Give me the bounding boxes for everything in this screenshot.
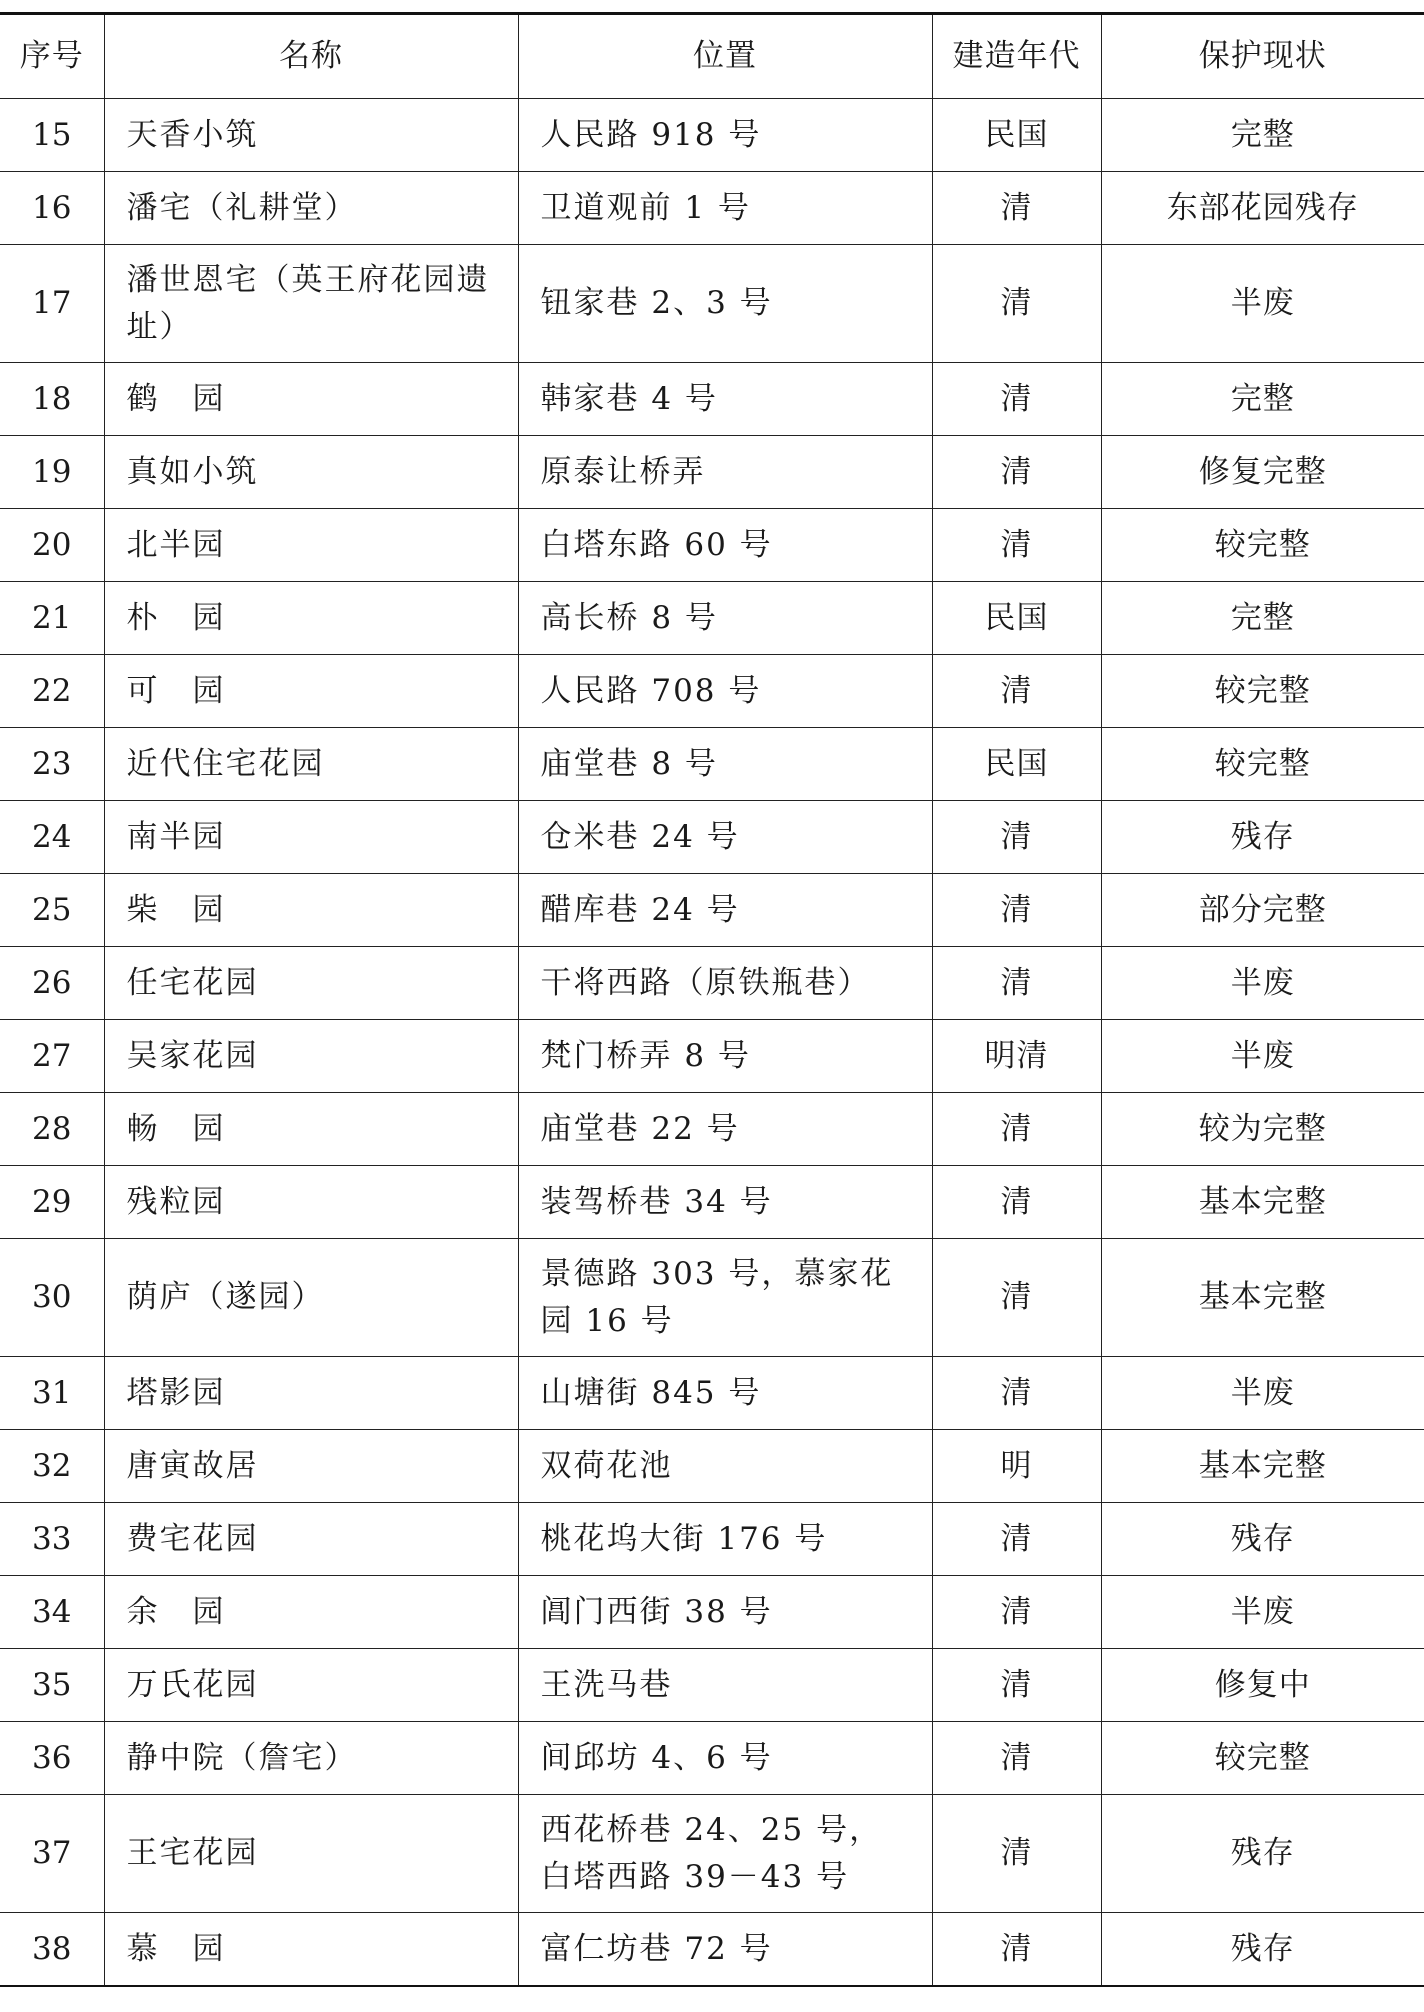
cell-era: 清 [932,1357,1101,1430]
cell-name: 万氏花园 [104,1649,518,1722]
table-row [0,509,1424,582]
cell-era: 民国 [932,728,1101,801]
cell-name: 任宅花园 [104,947,518,1020]
cell-number: 20 [0,509,104,582]
cell-number: 32 [0,1430,104,1503]
table-row [0,1020,1424,1093]
cell-location: 双荷花池 [518,1430,932,1503]
cell-status: 残存 [1101,1795,1424,1913]
cell-status: 较为完整 [1101,1093,1424,1166]
cell-status: 基本完整 [1101,1239,1424,1357]
cell-status: 较完整 [1101,655,1424,728]
cell-name: 费宅花园 [104,1503,518,1576]
table-row [0,363,1424,436]
cell-number: 15 [0,99,104,172]
table-row [0,99,1424,172]
cell-era: 清 [932,1913,1101,1987]
cell-era: 清 [932,172,1101,245]
table-row [0,1503,1424,1576]
cell-era: 清 [932,363,1101,436]
cell-location: 醋库巷 24 号 [518,874,932,947]
cell-era: 清 [932,947,1101,1020]
cell-name: 塔影园 [104,1357,518,1430]
table-row [0,582,1424,655]
cell-number: 16 [0,172,104,245]
cell-status: 较完整 [1101,509,1424,582]
cell-name: 天香小筑 [104,99,518,172]
cell-name: 吴家花园 [104,1020,518,1093]
cell-era: 清 [932,1239,1101,1357]
cell-status: 东部花园残存 [1101,172,1424,245]
table-row [0,1649,1424,1722]
cell-location: 庙堂巷 8 号 [518,728,932,801]
header-location: 位置 [518,14,932,99]
cell-era: 明 [932,1430,1101,1503]
header-era: 建造年代 [932,14,1101,99]
table-body [0,99,1424,1987]
cell-number: 22 [0,655,104,728]
cell-status: 部分完整 [1101,874,1424,947]
cell-name: 慕 园 [104,1913,518,1987]
cell-era: 明清 [932,1020,1101,1093]
cell-era: 民国 [932,99,1101,172]
cell-location: 景德路 303 号，慕家花园 16 号 [518,1239,932,1357]
cell-location: 装驾桥巷 34 号 [518,1166,932,1239]
cell-location: 钮家巷 2、3 号 [518,245,932,363]
cell-location: 高长桥 8 号 [518,582,932,655]
cell-name: 真如小筑 [104,436,518,509]
cell-era: 清 [932,801,1101,874]
cell-number: 30 [0,1239,104,1357]
cell-name: 畅 园 [104,1093,518,1166]
cell-location: 阊门西街 38 号 [518,1576,932,1649]
header-number: 序号 [0,14,104,99]
cell-name: 静中院（詹宅） [104,1722,518,1795]
cell-era: 清 [932,1576,1101,1649]
table-row [0,728,1424,801]
cell-era: 民国 [932,582,1101,655]
cell-number: 24 [0,801,104,874]
cell-location: 王洗马巷 [518,1649,932,1722]
cell-location: 白塔东路 60 号 [518,509,932,582]
cell-number: 29 [0,1166,104,1239]
cell-status: 残存 [1101,801,1424,874]
cell-name: 鹤 园 [104,363,518,436]
cell-number: 26 [0,947,104,1020]
cell-era: 清 [932,1649,1101,1722]
cell-location: 人民路 918 号 [518,99,932,172]
cell-status: 半废 [1101,947,1424,1020]
cell-number: 25 [0,874,104,947]
table-row [0,1430,1424,1503]
table-row [0,1913,1424,1987]
cell-number: 38 [0,1913,104,1987]
cell-number: 21 [0,582,104,655]
cell-location: 西花桥巷 24、25 号，白塔西路 39－43 号 [518,1795,932,1913]
cell-location: 山塘街 845 号 [518,1357,932,1430]
cell-number: 34 [0,1576,104,1649]
cell-location: 庙堂巷 22 号 [518,1093,932,1166]
cell-status: 完整 [1101,99,1424,172]
cell-number: 19 [0,436,104,509]
cell-name: 荫庐（遂园） [104,1239,518,1357]
cell-status: 修复中 [1101,1649,1424,1722]
cell-number: 35 [0,1649,104,1722]
cell-status: 完整 [1101,363,1424,436]
cell-location: 干将西路（原铁瓶巷） [518,947,932,1020]
cell-name: 柴 园 [104,874,518,947]
cell-number: 17 [0,245,104,363]
cell-name: 王宅花园 [104,1795,518,1913]
cell-name: 近代住宅花园 [104,728,518,801]
table-row [0,1093,1424,1166]
table-row [0,245,1424,363]
cell-location: 桃花坞大街 176 号 [518,1503,932,1576]
table-row [0,436,1424,509]
garden-table [0,12,1424,1987]
table-row [0,655,1424,728]
cell-name: 北半园 [104,509,518,582]
cell-number: 37 [0,1795,104,1913]
cell-era: 清 [932,245,1101,363]
cell-location: 富仁坊巷 72 号 [518,1913,932,1987]
cell-number: 33 [0,1503,104,1576]
cell-location: 梵门桥弄 8 号 [518,1020,932,1093]
cell-location: 原泰让桥弄 [518,436,932,509]
cell-status: 修复完整 [1101,436,1424,509]
cell-status: 完整 [1101,582,1424,655]
table-row [0,947,1424,1020]
cell-location: 卫道观前 1 号 [518,172,932,245]
table-row [0,1166,1424,1239]
cell-era: 清 [932,1166,1101,1239]
cell-number: 36 [0,1722,104,1795]
cell-number: 18 [0,363,104,436]
table-row [0,1357,1424,1430]
cell-era: 清 [932,1093,1101,1166]
cell-status: 基本完整 [1101,1166,1424,1239]
cell-status: 较完整 [1101,728,1424,801]
cell-name: 潘世恩宅（英王府花园遗址） [104,245,518,363]
cell-status: 较完整 [1101,1722,1424,1795]
header-status: 保护现状 [1101,14,1424,99]
cell-location: 间邱坊 4、6 号 [518,1722,932,1795]
table-header-row [0,14,1424,99]
header-name: 名称 [104,14,518,99]
cell-era: 清 [932,1795,1101,1913]
cell-name: 朴 园 [104,582,518,655]
cell-era: 清 [932,436,1101,509]
cell-status: 半废 [1101,1357,1424,1430]
cell-number: 23 [0,728,104,801]
cell-location: 韩家巷 4 号 [518,363,932,436]
cell-number: 31 [0,1357,104,1430]
cell-era: 清 [932,874,1101,947]
cell-status: 半废 [1101,1020,1424,1093]
cell-name: 余 园 [104,1576,518,1649]
cell-number: 28 [0,1093,104,1166]
cell-name: 残粒园 [104,1166,518,1239]
cell-name: 潘宅（礼耕堂） [104,172,518,245]
cell-status: 半废 [1101,1576,1424,1649]
cell-name: 南半园 [104,801,518,874]
table-row [0,172,1424,245]
cell-status: 残存 [1101,1913,1424,1987]
table-row [0,1239,1424,1357]
cell-era: 清 [932,1503,1101,1576]
table-row [0,1576,1424,1649]
cell-era: 清 [932,1722,1101,1795]
table-row [0,874,1424,947]
cell-location: 仓米巷 24 号 [518,801,932,874]
cell-status: 半废 [1101,245,1424,363]
cell-number: 27 [0,1020,104,1093]
table-row [0,801,1424,874]
table-row [0,1795,1424,1913]
cell-status: 基本完整 [1101,1430,1424,1503]
table-row [0,1722,1424,1795]
cell-name: 唐寅故居 [104,1430,518,1503]
cell-status: 残存 [1101,1503,1424,1576]
cell-name: 可 园 [104,655,518,728]
cell-location: 人民路 708 号 [518,655,932,728]
cell-era: 清 [932,655,1101,728]
cell-era: 清 [932,509,1101,582]
